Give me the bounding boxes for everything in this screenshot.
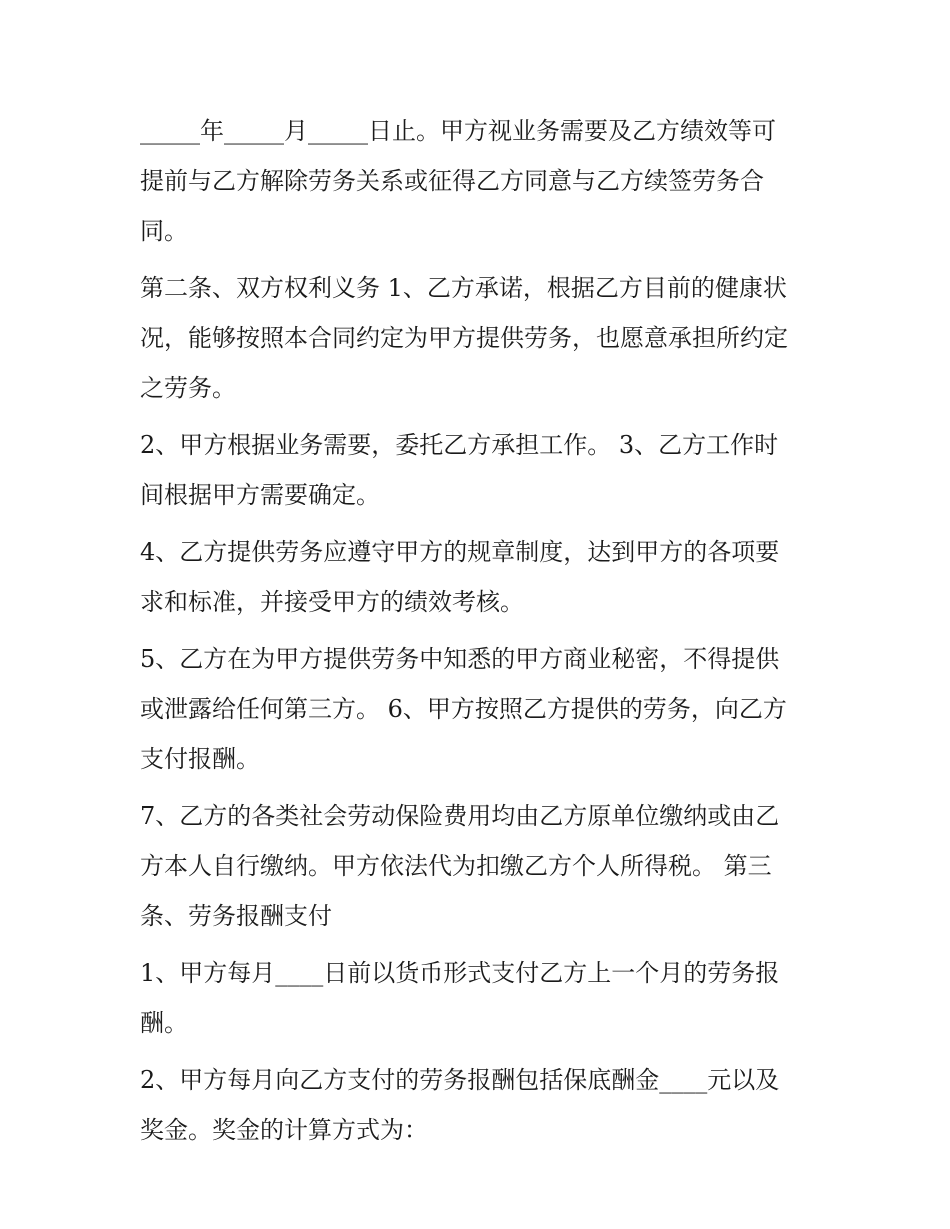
paragraph-payment-1 — [140, 948, 820, 1048]
text-line: 条、劳务报酬支付 — [140, 902, 332, 930]
text-line: 提前与乙方解除劳务关系或征得乙方同意与乙方续签劳务合 — [140, 167, 764, 195]
text-line: 同。 — [140, 217, 188, 245]
paragraph-payment-2 — [140, 1055, 820, 1155]
text-line: 或泄露给任何第三方。 6、甲方按照乙方提供的劳务，向乙方 — [140, 695, 787, 723]
paragraph-term-end — [140, 106, 820, 256]
text-line: 4、乙方提供劳务应遵守甲方的规章制度，达到甲方的各项要 — [140, 538, 780, 566]
paragraph-article-2 — [140, 263, 820, 413]
text-line: _____年_____月_____日止。甲方视业务需要及乙方绩效等可 — [140, 117, 776, 145]
text-line: 支付报酬。 — [140, 745, 260, 773]
text-line: 2、甲方每月向乙方支付的劳务报酬包括保底酬金____元以及 — [140, 1066, 780, 1094]
text-line: 间根据甲方需要确定。 — [140, 481, 380, 509]
text-line: 5、乙方在为甲方提供劳务中知悉的甲方商业秘密，不得提供 — [140, 645, 780, 673]
paragraph-clause-7 — [140, 791, 820, 941]
text-line: 1、甲方每月____日前以货币形式支付乙方上一个月的劳务报 — [140, 959, 780, 987]
paragraph-clause-4 — [140, 527, 820, 627]
text-line: 2、甲方根据业务需要，委托乙方承担工作。 3、乙方工作时 — [140, 431, 779, 459]
paragraph-clause-5-6 — [140, 634, 820, 784]
text-line: 况，能够按照本合同约定为甲方提供劳务，也愿意承担所约定 — [140, 324, 788, 352]
document-body — [140, 106, 820, 1162]
text-line: 7、乙方的各类社会劳动保险费用均由乙方原单位缴纳或由乙 — [140, 802, 780, 830]
text-line: 第二条、双方权利义务 1、乙方承诺，根据乙方目前的健康状 — [140, 274, 787, 302]
text-line: 方本人自行缴纳。甲方依法代为扣缴乙方个人所得税。 第三 — [140, 852, 772, 880]
text-line: 求和标准，并接受甲方的绩效考核。 — [140, 588, 524, 616]
paragraph-clause-2-3 — [140, 420, 820, 520]
text-line: 之劳务。 — [140, 374, 236, 402]
text-line: 奖金。奖金的计算方式为： — [140, 1116, 428, 1144]
text-line: 酬。 — [140, 1009, 188, 1037]
